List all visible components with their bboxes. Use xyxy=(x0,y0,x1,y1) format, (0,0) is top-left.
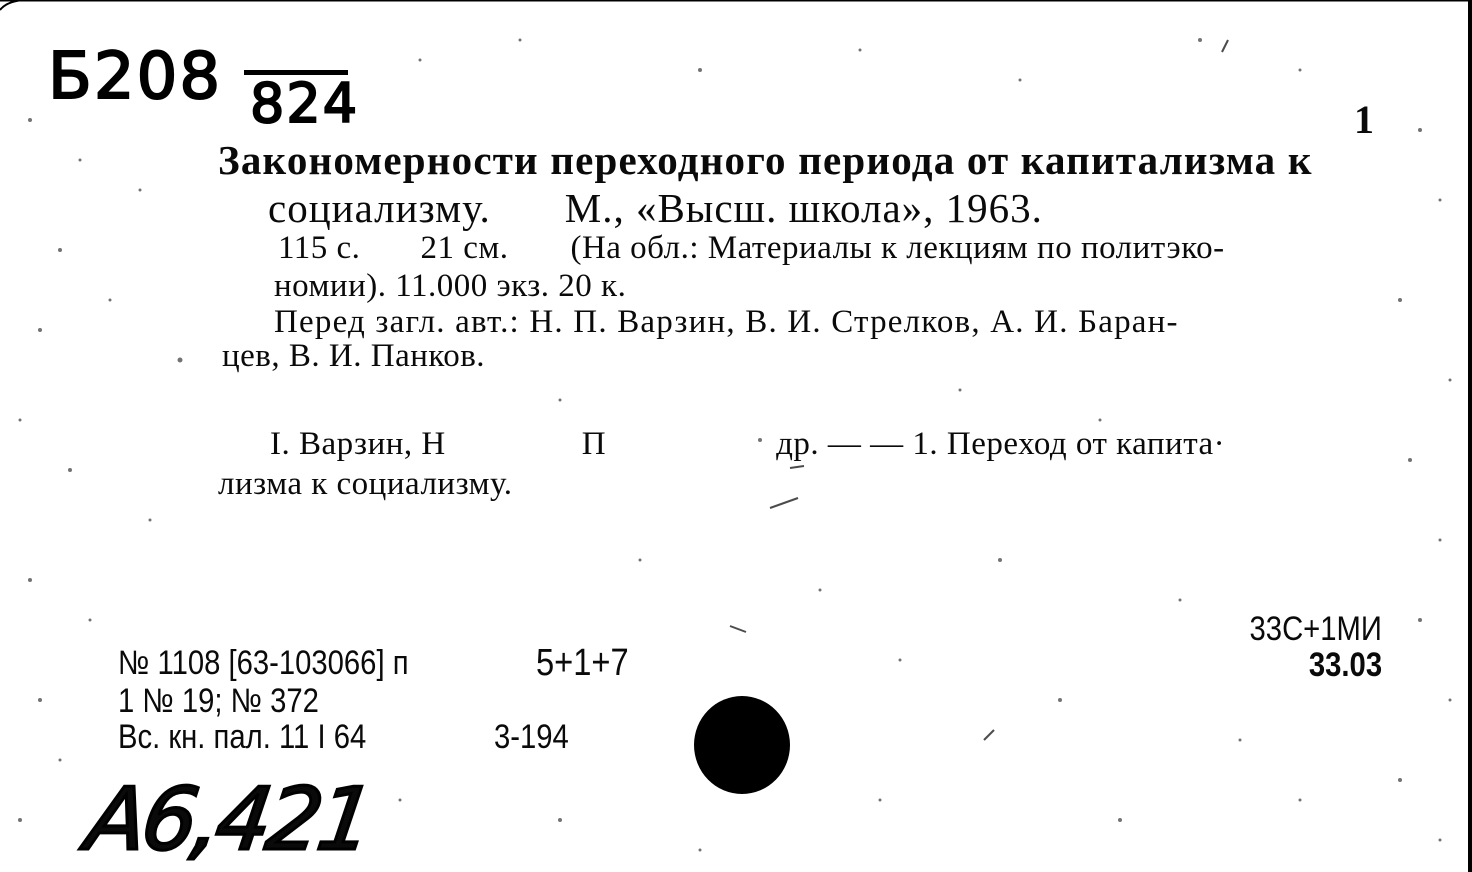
tracing-item: I. Варзин, Н xyxy=(270,426,446,462)
title-continuation: социализму. xyxy=(268,185,491,231)
imprint: М., «Высш. школа», 1963. xyxy=(564,185,1043,231)
title-line-2 xyxy=(268,185,1043,231)
tracing-line-1 xyxy=(270,428,1225,461)
order-number: № 1108 [63-103066] п xyxy=(118,644,409,682)
issue-line: 1 № 19; № 372 xyxy=(118,682,319,720)
copies-sum: 5+1+7 xyxy=(536,642,629,684)
tracing-p: П xyxy=(581,426,607,462)
punch-hole xyxy=(694,696,790,794)
call-number-top: Б208 xyxy=(48,40,223,114)
card-number: 1 xyxy=(1354,97,1374,142)
call-number-bottom: 824 xyxy=(250,72,360,135)
index-line-1: 33С+1МИ xyxy=(1249,610,1382,648)
collation-pages: 115 с. xyxy=(278,230,361,266)
collation-line-2: номии). 11.000 экз. 20 к. xyxy=(274,268,627,304)
book-chamber-line: Вс. кн. пал. 11 I 64 xyxy=(118,718,367,756)
collation-line-1 xyxy=(278,232,1225,265)
classification-code: 3-194 xyxy=(494,718,569,756)
inventory-number: А6,421 xyxy=(80,770,377,870)
collation-size: 21 см. xyxy=(420,230,509,266)
tracing-line-2: лизма к социализму. xyxy=(218,466,513,502)
tracing-rest: др. — — 1. Переход от капита· xyxy=(776,426,1226,462)
authors-line-1: Перед загл. авт.: Н. П. Варзин, В. И. Стрелков, А. И. Баран- xyxy=(274,304,1179,340)
index-line-2: 33.03 xyxy=(1308,646,1382,684)
authors-line-2: цев, В. И. Панков. xyxy=(222,338,486,374)
collation-note: (На обл.: Материалы к лекциям по политэко- xyxy=(570,230,1225,266)
title-line-1: Закономерности переходного периода от капитализма к xyxy=(218,137,1313,183)
